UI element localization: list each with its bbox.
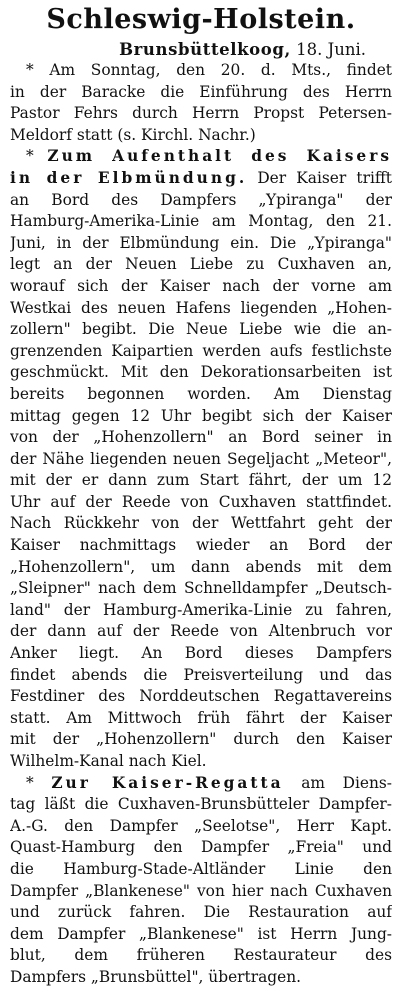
text-line: * Am Sonntag, den 20. d. Mts., findet — [26, 61, 392, 79]
article-lead-cont: in der Elbmündung. — [10, 168, 248, 187]
text-line: Festdiner des Norddeutschen Regattavereins — [10, 687, 392, 706]
article-lead: Zum Aufenthalt des Kaisers — [47, 147, 392, 166]
article-lead-rest: am Diens- — [301, 773, 392, 792]
text-line: findet abends die Preisverteilung und das — [10, 665, 392, 684]
text-line: Nach Rückkehr von der Wettfahrt geht der — [10, 514, 392, 533]
text-line: Meldorf statt (s. Kirchl. Nachr.) — [10, 125, 256, 144]
section-headline: Schleswig-Holstein. — [46, 4, 356, 35]
text-line: statt. Am Mittwoch früh fährt der Kaiser — [10, 708, 392, 727]
dateline-date: 18. Juni. — [296, 40, 366, 59]
text-line: und zurück fahren. Die Restauration auf — [10, 903, 392, 922]
text-line: an Bord des Dampfers „Ypiranga" der — [10, 190, 392, 209]
article-lead: Zur Kaiser-Regatta — [51, 773, 284, 792]
text-line: tag läßt die Cuxhaven-Brunsbütteler Dampfer- — [10, 795, 392, 814]
text-line: „Sleipner" nach dem Schnelldampfer „Deutsch- — [10, 579, 392, 598]
text-line: Juni, in der Elbmündung ein. Die „Ypiranga" — [10, 233, 392, 252]
article-lead-rest: Der Kaiser trifft — [257, 168, 392, 187]
text-line: bereits begonnen worden. Am Dienstag — [10, 384, 392, 403]
text-line: A.-G. den Dampfer „Seelotse", Herr Kapt. — [10, 816, 392, 835]
text-line: blut, dem früheren Restaurateur des — [10, 946, 392, 965]
article-pastor — [10, 60, 392, 146]
text-line: mit der „Hohenzollern" durch den Kaiser — [10, 730, 392, 749]
text-line: zollern" begibt. Die Neue Liebe wie die an- — [10, 320, 392, 339]
text-line: Dampfers „Brunsbüttel", übertragen. — [10, 967, 302, 986]
text-line: geschmückt. Mit den Dekorationsarbeiten ist — [10, 363, 392, 382]
text-line: von der „Hohenzollern" an Bord seiner in — [10, 428, 392, 447]
text-line: Wilhelm-Kanal nach Kiel. — [10, 752, 207, 770]
text-line: Quast-Hamburg den Dampfer „Freia" und — [10, 838, 392, 857]
text-line: die Hamburg-Stade-Altländer Linie den — [10, 859, 392, 878]
text-line: * Zur Kaiser-Regatta am Diens- — [26, 773, 392, 792]
text-line: Westkai des neuen Hafens liegenden „Hohen- — [10, 298, 392, 317]
text-line: Hamburg-Amerika-Linie am Montag, den 21. — [10, 212, 392, 231]
text-line: Anker liegt. An Bord dieses Dampfers — [10, 644, 392, 663]
text-line: Uhr auf der Reede von Cuxhaven stattfindet. — [10, 492, 392, 511]
text-line: Dampfer „Blankenese" von hier nach Cuxhaven — [10, 881, 392, 900]
text-line: der Nähe liegenden neuen Segeljacht „Meteor", — [10, 449, 392, 468]
text-line: legt an der Neuen Liebe zu Cuxhaven an, — [10, 255, 392, 274]
text-line: dem Dampfer „Blankenese" ist Herrn Jung- — [10, 924, 392, 943]
text-line: mittag gegen 12 Uhr begibt sich der Kaiser — [10, 406, 392, 425]
text-line: land" der Hamburg-Amerika-Linie zu fahren, — [10, 600, 392, 619]
text-line: mit der er dann zum Start fährt, der um 12 — [10, 471, 392, 490]
text-line: worauf sich der Kaiser nach der vorne am — [10, 276, 392, 295]
article-regatta — [10, 773, 392, 989]
text-line: * Zum Aufenthalt des Kaisers — [26, 147, 392, 166]
text-line: in der Baracke die Einführung des Herrn — [10, 82, 392, 101]
text-line: Pastor Fehrs durch Herrn Propst Petersen- — [10, 104, 392, 123]
text-line: der dann auf der Reede von Altenbruch vor — [10, 622, 392, 641]
article-kaiser-stay — [10, 146, 392, 772]
text-line: Kaiser nachmittags wieder an Bord der — [10, 536, 392, 555]
text-line: grenzenden Kaipartien werden aufs festlichste — [10, 341, 392, 360]
text-line — [10, 168, 392, 190]
text-line: „Hohenzollern", um dann abends mit dem — [10, 557, 392, 576]
dateline-place: Brunsbüttelkoog, — [119, 40, 291, 59]
dateline — [10, 39, 366, 60]
